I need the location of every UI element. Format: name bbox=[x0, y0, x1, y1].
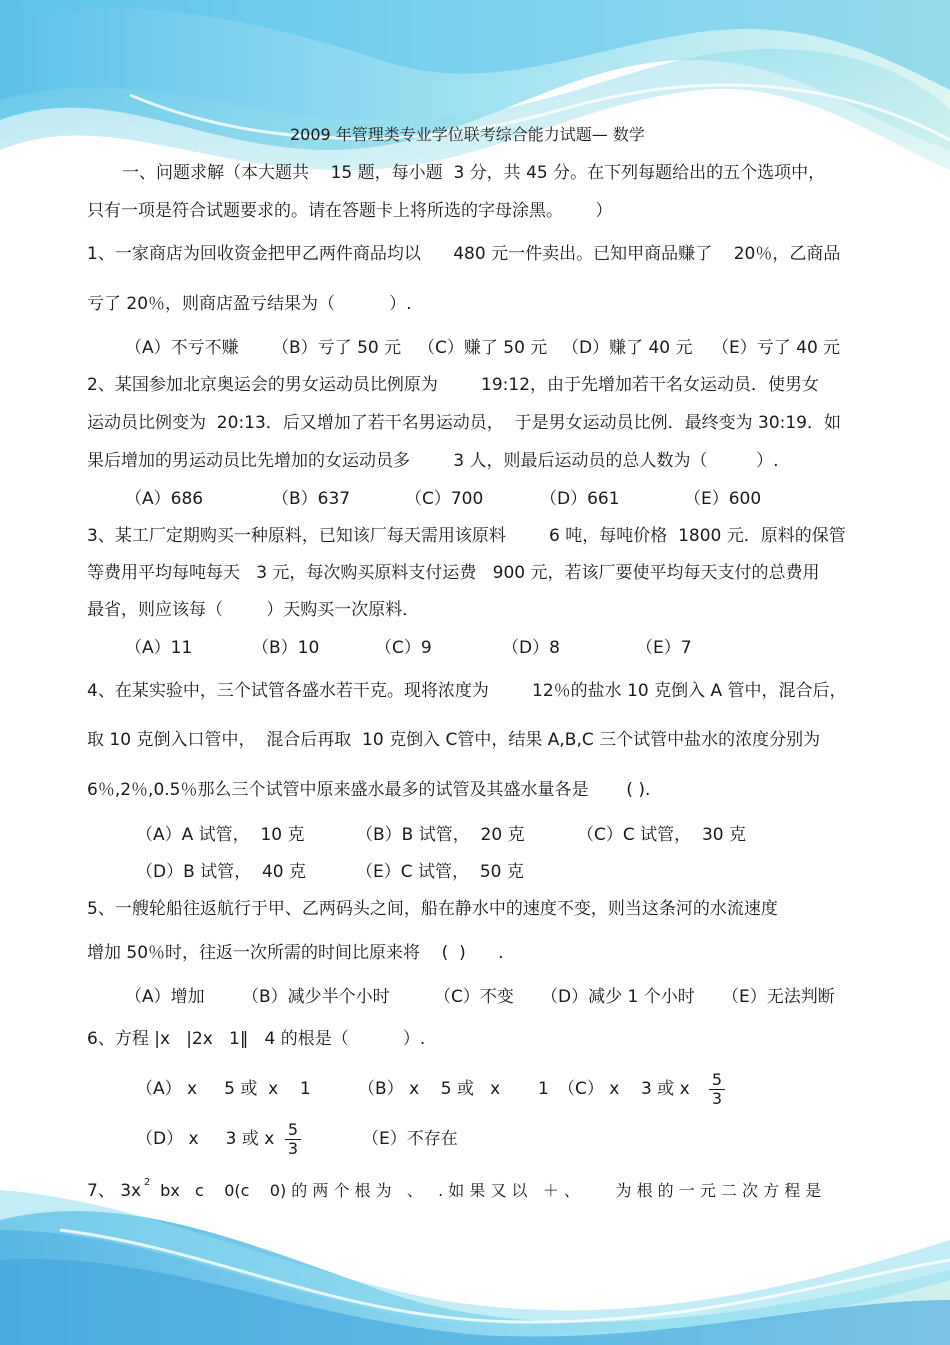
question-4-option-e: （E）C 试管， 50 克 bbox=[356, 862, 524, 882]
question-2-line2: 运动员比例变为 20:13．后又增加了若干名男运动员， 于是男女运动员比例．最终变为 30:19．如 bbox=[87, 413, 841, 433]
question-6-line1: 6、方程 |x |2x 1‖ 4 的根是（ ）. bbox=[87, 1029, 426, 1049]
question-4-option-c: （C）C 试管， 30 克 bbox=[577, 825, 746, 845]
question-5-option-b: （B）减少半个小时 bbox=[242, 987, 390, 1007]
section-instruction-line2: 只有一项是符合试题要求的。请在答题卡上将所选的字母涂黑。 ） bbox=[87, 201, 613, 221]
question-4-option-b: （B）B 试管， 20 克 bbox=[356, 825, 525, 845]
question-3-line3: 最省，则应该每（ ）天购买一次原料． bbox=[87, 600, 420, 620]
question-4-option-d: （D）B 试管， 40 克 bbox=[136, 862, 306, 882]
question-2-line1: 2、某国参加北京奥运会的男女运动员比例原为 19:12，由于先增加若干名女运动员．使男女 bbox=[87, 375, 820, 395]
question-2-line3: 果后增加的男运动员比先增加的女运动员多 3 人，则最后运动员的总人数为（ ）. bbox=[87, 451, 779, 471]
fraction-denominator: 3 bbox=[287, 1139, 299, 1158]
question-3-option-a: （A）11 bbox=[125, 638, 193, 658]
question-4-line1: 4、在某实验中，三个试管各盛水若干克。现将浓度为 12％的盐水 10 克倒入 A 管中，混合后， bbox=[87, 681, 847, 701]
question-3-option-b: （B）10 bbox=[252, 638, 320, 658]
superscript-2: 2 bbox=[144, 1177, 151, 1188]
question-2-option-c: （C）700 bbox=[405, 489, 484, 509]
question-6-option-b: （B） x 5 或 x 1 bbox=[358, 1079, 549, 1099]
question-2-option-e: （E）600 bbox=[684, 489, 762, 509]
question-6-option-c: （C） x 3 或 x bbox=[558, 1079, 690, 1099]
question-5-option-a: （A）增加 bbox=[125, 987, 205, 1007]
question-6-option-d: （D） x 3 或 x bbox=[136, 1129, 275, 1149]
question-2-option-d: （D）661 bbox=[540, 489, 620, 509]
question-7-line1-start: 7、 3x bbox=[87, 1181, 142, 1201]
question-1-line2: 亏了 20％，则商店盈亏结果为（ ）. bbox=[87, 294, 412, 314]
question-3-line1: 3、某工厂定期购买一种原料，已知该厂每天需用该原料 6 吨，每吨价格 1800 元．原料的保管 bbox=[87, 526, 846, 546]
question-1-option-d: （D）赚了 40 元 bbox=[562, 338, 693, 358]
question-1-option-a: （A）不亏不赚 bbox=[125, 338, 239, 358]
question-4-option-a: （A）A 试管， 10 克 bbox=[136, 825, 305, 845]
question-1-option-e: （E）亏了 40 元 bbox=[712, 338, 841, 358]
section-instruction-line1: 一、问题求解（本大题共 15 题，每小题 3 分，共 45 分。在下列每题给出的五个选项中， bbox=[122, 163, 826, 183]
question-5-line2: 增加 50％时，往返一次所需的时间比原来将 ( ) . bbox=[87, 943, 504, 963]
fraction-denominator: 3 bbox=[711, 1089, 723, 1108]
question-5-line1: 5、一艘轮船往返航行于甲、乙两码头之间，船在静水中的速度不变，则当这条河的水流速度 bbox=[87, 899, 778, 919]
question-2-option-b: （B）637 bbox=[272, 489, 351, 509]
question-5-option-d: （D）减少 1 个小时 bbox=[541, 987, 695, 1007]
question-5-option-c: （C）不变 bbox=[434, 987, 514, 1007]
question-1-option-b: （B）亏了 50 元 bbox=[272, 338, 402, 358]
fraction-5-over-3 bbox=[285, 1121, 301, 1158]
question-6-option-a: （A） x 5 或 x 1 bbox=[136, 1079, 311, 1099]
question-7-line1-rest: bx c 0(c 0) 的 两 个 根 为 、 . 如 果 又 以 ＋ 、 为 根 的 一 元 二 次 方 程 是 bbox=[150, 1181, 822, 1200]
question-3-line2: 等费用平均每吨每天 3 元，每次购买原料支付运费 900 元，若该厂要使平均每天支付的总费用 bbox=[87, 563, 820, 583]
question-3-option-c: （C）9 bbox=[375, 638, 432, 658]
question-3-option-d: （D）8 bbox=[502, 638, 560, 658]
question-1-option-c: （C）赚了 50 元 bbox=[418, 338, 548, 358]
question-3-option-e: （E）7 bbox=[636, 638, 692, 658]
fraction-numerator: 5 bbox=[285, 1121, 301, 1140]
question-2-option-a: （A）686 bbox=[125, 489, 204, 509]
fraction-numerator: 5 bbox=[709, 1071, 725, 1090]
question-4-line3: 6％,2％,0.5％那么三个试管中原来盛水最多的试管及其盛水量各是 ( ). bbox=[87, 780, 651, 800]
question-6-option-e: （E）不存在 bbox=[362, 1129, 458, 1149]
question-1-line1: 1、一家商店为回收资金把甲乙两件商品均以 480 元一件卖出。已知甲商品赚了 20％，乙商品 bbox=[87, 244, 841, 264]
fraction-5-over-3 bbox=[709, 1071, 725, 1108]
page-title: 2009 年管理类专业学位联考综合能力试题— 数学 bbox=[290, 125, 645, 144]
question-5-option-e: （E）无法判断 bbox=[722, 987, 835, 1007]
question-4-line2: 取 10 克倒入口管中， 混合后再取 10 克倒入 C管中，结果 A,B,C 三个试管中盐水的浓度分别为 bbox=[87, 730, 821, 750]
